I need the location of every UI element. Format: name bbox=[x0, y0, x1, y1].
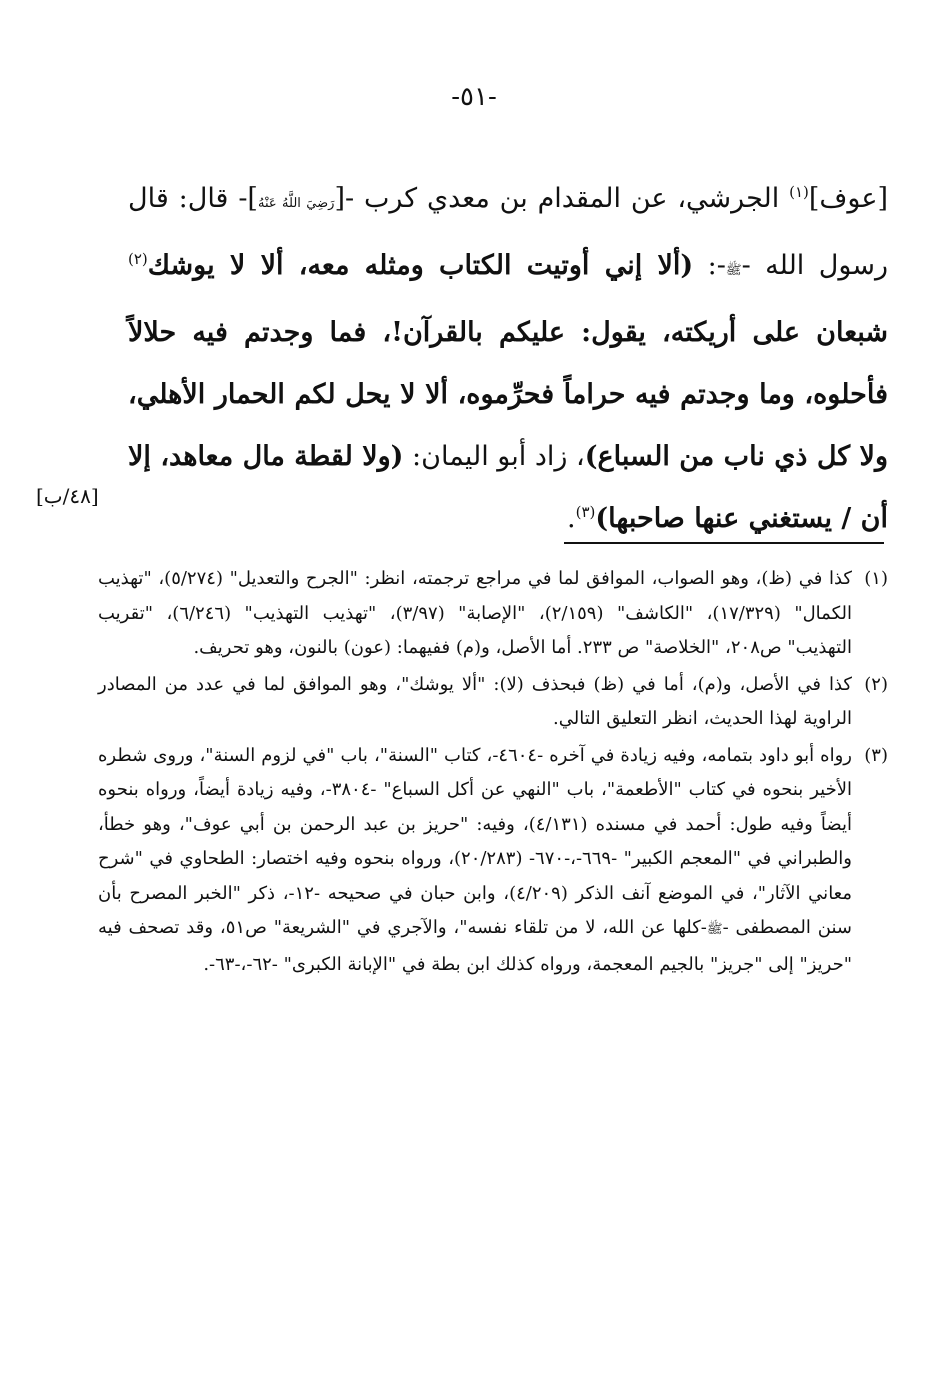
footnote-text-segment: رواه أبو داود بتمامه، وفيه زيادة في آخره -٤٦٠٤-، كتاب "السنة"، باب "في لزوم السنة"، وروى شطره الأخير بنحوه في كتاب "الأطعمة"، باب "النهي عن أكل السباع" -٣٨٠٤-، وفيه زيادة أيضاً، ورواه بنحوه أيضاً وفيه طول: أحمد في مسنده (٤/١٣١)، وفيه: "حريز بن عبد الرحمن بن أبي عوف"، وهو خطأ، والطبراني في "المعجم الكبير" -٦٦٩-،-٦٧٠- (٢٠/٢٨٣)، ورواه بنحوه وفيه اختصار: الطحاوي في "شرح معاني الآثار"، في الموضع آنف الذكر (٤/٢٠٩)، وابن حبان في صحيحه -١٢-، ذكر "الخبر المصرح بأن سنن المصطفى - bbox=[98, 744, 853, 938]
footnote-text bbox=[98, 739, 852, 983]
footnote-ref-3: (٣) bbox=[575, 503, 596, 521]
main-text-segment: الجرشي، عن المقدام بن معدي كرب -[ bbox=[334, 183, 790, 214]
main-text bbox=[128, 168, 888, 550]
footnote-number: (٢) bbox=[864, 673, 888, 695]
main-text-segment: [عوف] bbox=[808, 183, 888, 214]
hadith-text: (ولا لقطة مال معاهد، إلا أن / يستغني عنها صاحبها) bbox=[128, 441, 888, 534]
footnote-number: (١) bbox=[864, 568, 888, 589]
footnote-text: كذا في الأصل، و(م)، أما في (ظ) فبحذف (لا): "ألا يوشك"، وهو الموافق لما في عدد من المصادر الراوية لهذا الحديث، انظر التعليق التالي. bbox=[98, 673, 852, 729]
salutation-glyph: ﷺ bbox=[725, 263, 742, 278]
main-text-segment: -: bbox=[693, 250, 726, 281]
honorific-glyph: رَضِيَ اللَّهُ عَنْهُ bbox=[257, 196, 335, 211]
salutation-glyph: ﷺ bbox=[706, 922, 723, 937]
hadith-text: (ألا إني أوتيت الكتاب ومثله معه، ألا لا يوشك bbox=[147, 250, 694, 281]
main-text-segment: ، زاد أبو اليمان: bbox=[403, 441, 585, 472]
footnotes bbox=[98, 562, 888, 984]
footnote-1 bbox=[98, 562, 888, 666]
footnote-number: (٣) bbox=[864, 744, 888, 766]
footnote-ref-1: (١) bbox=[789, 183, 809, 201]
footnote-2 bbox=[98, 668, 888, 737]
hadith-text: شبعان على أريكته، يقول: عليكم بالقرآن!، فما وجدتم فيه حلالاً فأحلوه، وما وجدتم فيه حراماً فحرِّموه، ألا لا يحل لكم الحمار الأهلي، ولا كل ذي ناب من السباع) bbox=[128, 317, 888, 472]
main-text-segment: ]- قال: قال رسول الله - bbox=[128, 183, 888, 281]
page-number: -٥١- bbox=[451, 82, 497, 112]
footnote-3 bbox=[98, 739, 888, 983]
footnote-separator bbox=[564, 542, 884, 544]
footnote-text-segment: -كلها عن الله، لا من تلقاء نفسه"، والآجري في "الشريعة" ص٥١، وقد تصحف فيه "حريز" إلى "جريز" بالجيم المعجمة، ورواه كذلك ابن بطة في "الإبانة الكبرى" -٦٢-،-٦٣-. bbox=[98, 917, 852, 975]
main-text-segment: . bbox=[567, 503, 576, 534]
footnote-text: كذا في (ظ)، وهو الصواب، الموافق لما في مراجع ترجمته، انظر: "الجرح والتعديل" (٥/٢٧٤)، "تهذيب الكمال" (١٧/٣٢٩)، "الكاشف" (٢/١٥٩)، "الإصابة" (٣/٩٧)، "تهذيب التهذيب" (٦/٢٤٦)، "تقريب التهذيب" ص٢٠٨، "الخلاصة" ص ٢٣٣. أما الأصل، و(م) ففيهما: (عون) بالنون، وهو تحريف. bbox=[98, 568, 852, 658]
footnote-ref-2: (٢) bbox=[128, 250, 148, 268]
manuscript-folio-marker: [٤٨/ب] bbox=[36, 484, 99, 508]
